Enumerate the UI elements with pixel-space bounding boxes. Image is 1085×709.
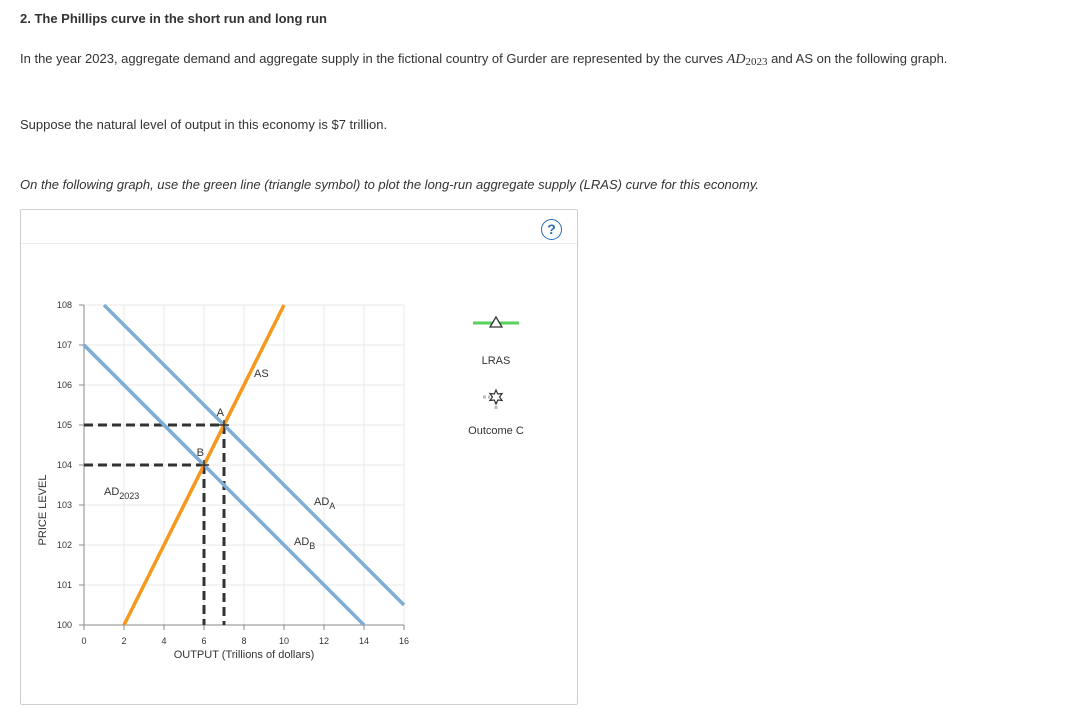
legend-outcome-star-icon[interactable] bbox=[490, 390, 502, 404]
point-label-b: B bbox=[196, 447, 204, 459]
curve-label-ad2023: $AD_{2023}$ bbox=[104, 486, 140, 501]
y-tick-label-102: 102 bbox=[56, 540, 72, 550]
graph-panel bbox=[20, 209, 578, 705]
x-tick-label-8: 8 bbox=[241, 636, 247, 646]
instruction-text: On the following graph, use the green line (triangle symbol) to plot the long-run aggregate supply (LRAS) curve for this economy. bbox=[20, 177, 759, 192]
curve-label-ada: $AD_A$ bbox=[314, 496, 336, 511]
y-tick-label-105: 105 bbox=[56, 420, 72, 430]
curve-ada[interactable] bbox=[104, 305, 404, 605]
x-axis-label: OUTPUT (Trillions of dollars) bbox=[173, 649, 315, 661]
y-tick-label-101: 101 bbox=[56, 580, 72, 590]
curve-label-as: AS bbox=[254, 368, 269, 380]
point-label-a: A bbox=[216, 407, 224, 419]
y-tick-label-100: 100 bbox=[56, 620, 72, 630]
y-tick-label-107: 107 bbox=[56, 340, 72, 350]
curve-label-adb: $AD_B$ bbox=[294, 536, 316, 551]
help-icon[interactable]: ? bbox=[541, 219, 562, 240]
y-tick-label-103: 103 bbox=[56, 500, 72, 510]
y-tick-label-108: 108 bbox=[56, 300, 72, 310]
x-tick-label-2: 2 bbox=[121, 636, 127, 646]
x-tick-label-12: 12 bbox=[318, 636, 330, 646]
y-axis-label: PRICE LEVEL bbox=[37, 474, 49, 546]
x-tick-label-0: 0 bbox=[81, 636, 87, 646]
natural-level-text: Suppose the natural level of output in this economy is $7 trillion. bbox=[20, 117, 388, 132]
x-tick-label-6: 6 bbox=[201, 636, 207, 646]
x-tick-label-14: 14 bbox=[358, 636, 370, 646]
chart[interactable] bbox=[21, 210, 577, 704]
question-title: 2. The Phillips curve in the short run and long run bbox=[20, 11, 327, 26]
x-tick-label-4: 4 bbox=[161, 636, 167, 646]
y-tick-label-106: 106 bbox=[56, 380, 72, 390]
intro-paragraph: In the year 2023, aggregate demand and aggregate supply in the fictional country of Gurder are represented by the curves $AD_{2023}$ and AS on the following graph. bbox=[20, 51, 948, 68]
x-tick-label-10: 10 bbox=[278, 636, 290, 646]
x-tick-label-16: 16 bbox=[398, 636, 410, 646]
y-tick-label-104: 104 bbox=[56, 460, 72, 470]
legend-lras-label: LRAS bbox=[481, 355, 511, 367]
ad2023-symbol: $AD_{2023}$ bbox=[726, 52, 768, 68]
legend-outcome-label: Outcome C bbox=[468, 425, 524, 437]
